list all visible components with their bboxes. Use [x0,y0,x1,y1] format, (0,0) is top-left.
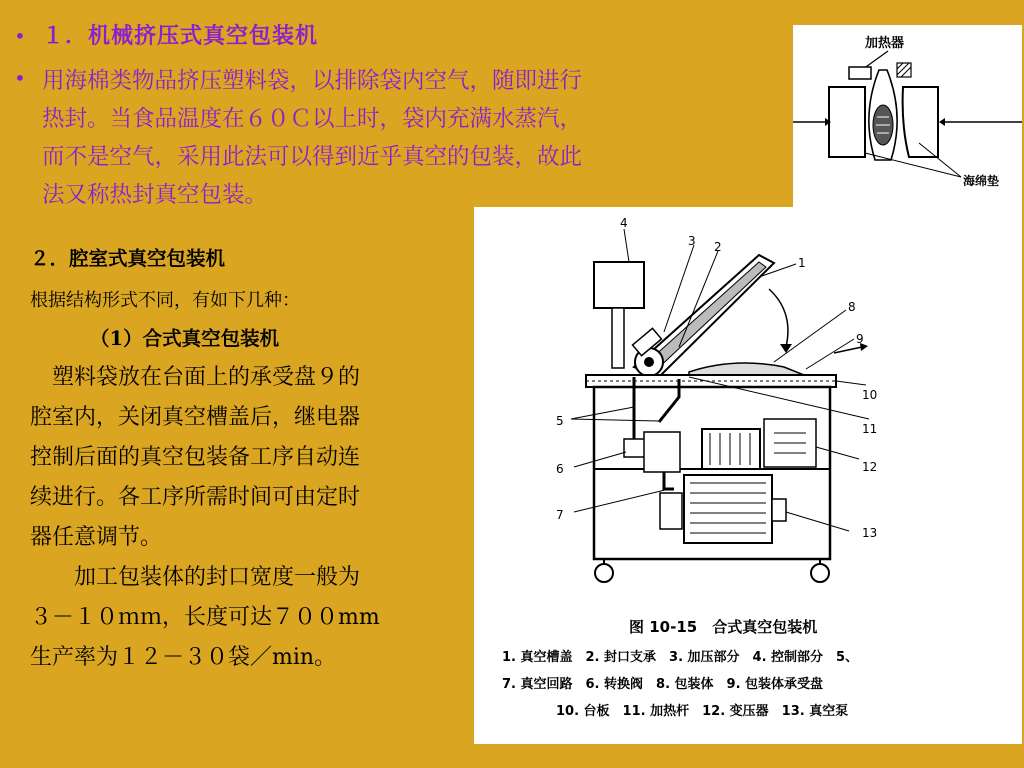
bullet-item-2 [14,62,762,214]
label-heater: 加热器 [865,36,905,51]
body-line: 续进行。各工序所需时间可由定时 [30,485,361,510]
part-number: 9 [856,332,864,346]
body-line: 生产率为１２－３０袋／min。 [30,645,337,670]
body-line: 塑料袋放在台面上的承受盘９的 [30,365,361,390]
subsection-title: （1）合式真空包装机 [90,327,280,350]
body-line: 控制后面的真空包装备工序自动连 [30,445,361,470]
part-number: 3 [688,234,696,248]
part-number: 4 [620,216,628,230]
section2-intro: 根据结构形式不同，有如下几种： [30,290,300,311]
body-line: 加工包装体的封口宽度一般为 [30,565,361,590]
part-number: 1 [798,256,806,270]
bullet-item-1 [14,20,318,52]
part-number: 5 [556,414,564,428]
part-number: 12 [862,460,878,474]
part-number: 13 [862,526,878,540]
chamber-packager-drawing [474,207,1022,744]
part-number: 8 [848,300,856,314]
label-sponge: 海绵垫 [963,174,1000,188]
paragraph-line: 法又称热封真空包装。 [42,182,268,208]
body-line: ３－１０ｍｍ，长度可达７００mm [30,605,380,630]
part-number: 10 [862,388,878,402]
section2-title: ２．腔室式真空包装机 [30,247,226,270]
figure-caption: 图 10-15 合式真空包装机 [629,618,818,636]
body-paragraph [30,358,460,678]
paragraph-line: 热封。当食品温度在６０Ｃ以上时，袋内充满水蒸汽， [42,106,583,132]
part-number: 2 [714,240,722,254]
body-line: 器任意调节。 [30,525,163,550]
legend-line: 7. 真空回路 6. 转换阀 8. 包装体 9. 包装体承受盘 [502,677,824,692]
paragraph-line: 而不是空气，采用此法可以得到近乎真空的包装，故此 [42,144,583,170]
part-number: 11 [862,422,878,436]
figure-chamber-packager [474,207,1022,744]
bullet-marker: • [14,66,26,90]
figure-squeeze-diagram [793,25,1022,207]
paragraph-line: 用海棉类物品挤压塑料袋，以排除袋内空气，随即进行 [42,68,583,94]
paragraph-squeeze-description [42,62,762,214]
bullet-marker: • [14,24,26,48]
squeeze-diagram-drawing [793,25,1022,207]
legend-line: 10. 台板 11. 加热杆 12. 变压器 13. 真空泵 [556,704,849,719]
part-number: 7 [556,508,564,522]
part-number: 6 [556,462,564,476]
body-line: 腔室内，关闭真空槽盖后，继电器 [30,405,361,430]
heading-mechanical-squeeze: １．机械挤压式真空包装机 [42,23,319,49]
legend-line: 1. 真空槽盖 2. 封口支承 3. 加压部分 4. 控制部分 5、 [502,650,859,665]
